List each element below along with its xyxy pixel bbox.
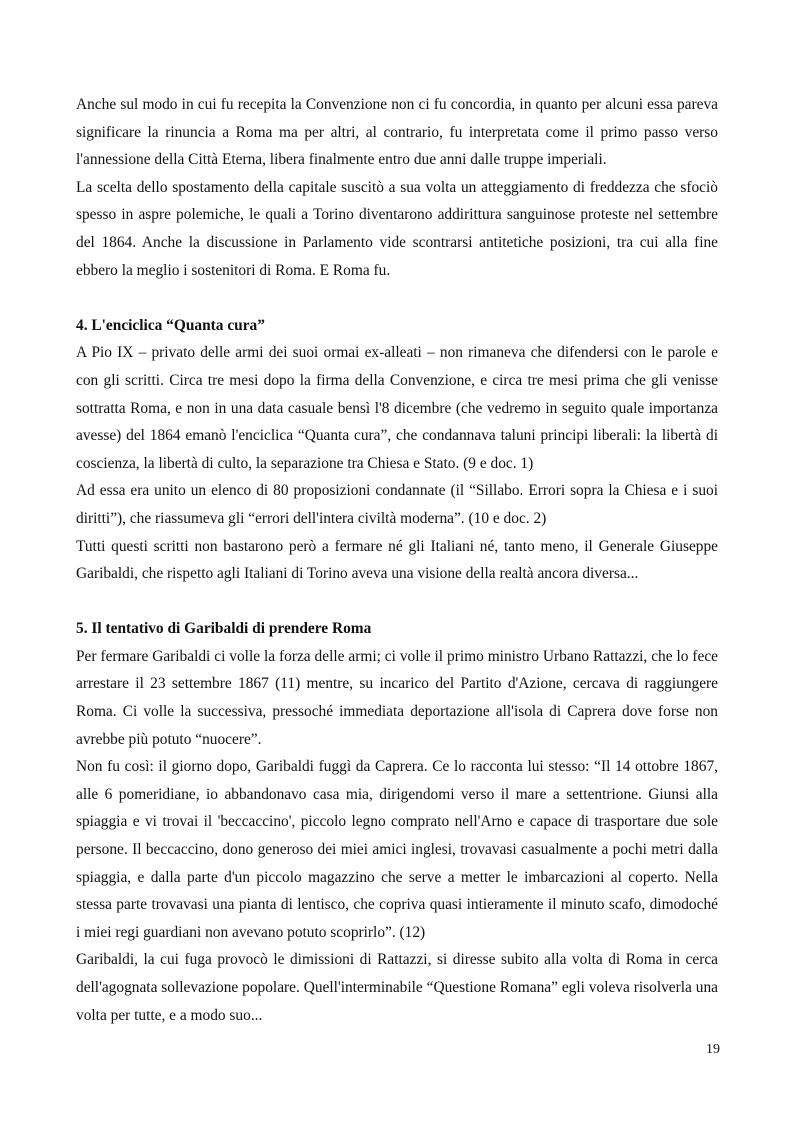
intro-paragraph-1: Anche sul modo in cui fu recepita la Convenzione non ci fu concordia, in quanto per alcuni essa pareva significare la rinuncia a Roma ma per altri, al contrario, fu interpretata come il primo passo verso l'annessione della Città Eterna, libera finalmente entro due anni dalle truppe imperiali. (76, 96, 718, 169)
section-5-paragraph-2: Non fu così: il giorno dopo, Garibaldi fuggì da Caprera. Ce lo racconta lui stesso: “Il 14 ottobre 1867, alle 6 pomeridiane, io abbandonavo casa mia, dirigendomi verso il mare a settentrione. Giunsi alla spiaggia e vi trovai il 'beccaccino', piccolo legno comprato nell'Arno e capace di trasportare due sole persone. Il beccaccino, dono generoso dei miei amici inglesi, trovavasi casualmente a pochi metri dalla spiaggia, e dalla parte d'un piccolo magazzino che serve a metter le imbarcazioni al coperto. Nella stessa parte trovavasi una pianta di lentisco, che copriva quasi intieramente il minuto scafo, dimodoché i miei regi guardiani non avevano potuto scoprirlo”. (12) (76, 758, 718, 941)
section-5-paragraph-3: Garibaldi, la cui fuga provocò le dimissioni di Rattazzi, si diresse subito alla volta di Roma in cerca dell'agognata sollevazione popolare. Quell'interminabile “Questione Romana” egli voleva risolverla una volta per tutte, e a modo suo... (76, 951, 718, 1024)
page-number: 19 (706, 1042, 720, 1057)
section-4-paragraph-2: Ad essa era unito un elenco di 80 proposizioni condannate (il “Sillabo. Errori sopra la Chiesa e i suoi diritti”), che riassumeva gli “errori dell'intera civiltà moderna”. (10 e doc. 2) (76, 482, 718, 527)
section-5-heading: 5. Il tentativo di Garibaldi di prendere Roma (76, 620, 372, 638)
section-4-heading: 4. L'enciclica “Quanta cura” (76, 316, 265, 334)
page-body (76, 91, 718, 1029)
section-spacer (76, 588, 718, 616)
section-5-paragraph-1: Per fermare Garibaldi ci volle la forza delle armi; ci volle il primo ministro Urbano Rattazzi, che lo fece arrestare il 23 settembre 1867 (11) mentre, su incarico del Partito d'Azione, cercava di raggiungere Roma. Ci volle la successiva, pressoché immediata deportazione all'isola di Caprera dove forse non avrebbe più potuto “nuocere”. (76, 647, 718, 748)
section-4-paragraph-1: A Pio IX – privato delle armi dei suoi ormai ex-alleati – non rimaneva che difendersi con le parole e con gli scritti. Circa tre mesi dopo la firma della Convenzione, e circa tre mesi prima che gli venisse sottratta Roma, e non in una data casuale bensì l'8 dicembre (che vedremo in seguito quale importanza avesse) del 1864 emanò l'enciclica “Quanta cura”, che condannava taluni principi liberali: la libertà di coscienza, la libertà di culto, la separazione tra Chiesa e Stato. (9 e doc. 1) (76, 344, 718, 472)
section-spacer (76, 284, 718, 312)
intro-paragraph-2: La scelta dello spostamento della capitale suscitò a sua volta un atteggiamento di freddezza che sfociò spesso in aspre polemiche, le quali a Torino diventarono addirittura sanguinose proteste nel settembre del 1864. Anche la discussione in Parlamento vide scontrarsi antitetiche posizioni, tra cui alla fine ebbero la meglio i sostenitori di Roma. E Roma fu. (76, 178, 718, 279)
section-4-paragraph-3: Tutti questi scritti non bastarono però a fermare né gli Italiani né, tanto meno, il Generale Giuseppe Garibaldi, che rispetto agli Italiani di Torino aveva una visione della realtà ancora diversa... (76, 537, 718, 583)
